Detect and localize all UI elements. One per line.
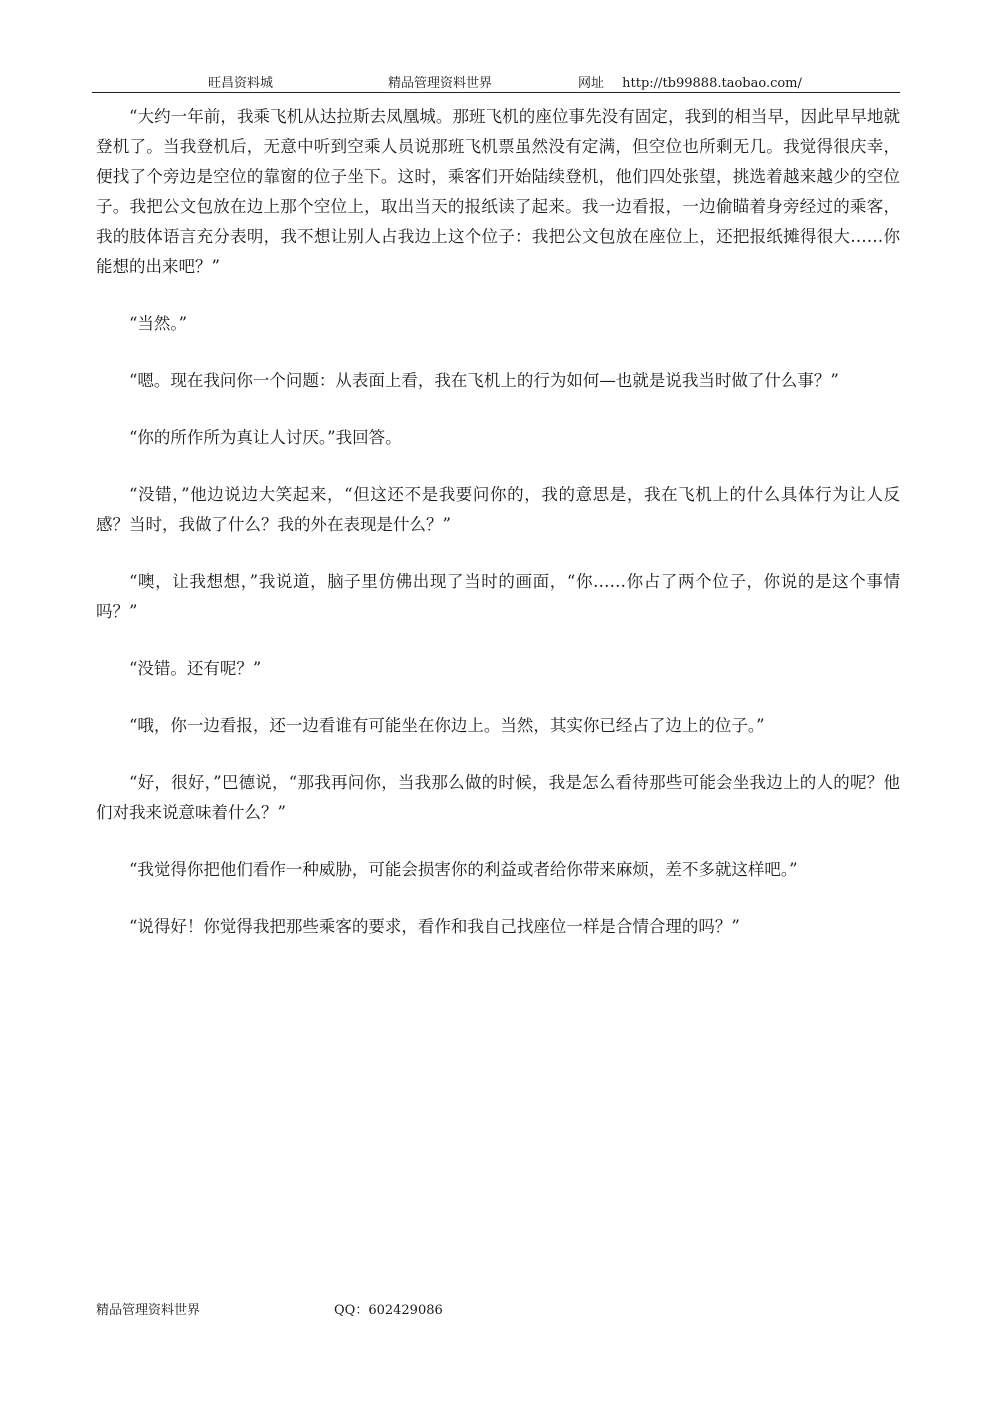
footer-qq: QQ：602429086 [334,1303,443,1318]
paragraph: “当然。” [129,314,188,333]
header-url-link[interactable]: http://tb99888.taobao.com/ [622,76,802,91]
header-site-name: 旺昌资料城 [208,76,274,91]
paragraph: “你的所作所为真让人讨厌。”我回答。 [129,428,402,447]
paragraph: “好，很好，”巴德说，“那我再问你，当我那么做的时候，我是怎么看待那些可能会坐我边上的人的呢？他们对我来说意味着什么？” [96,773,900,822]
page-footer [96,1299,443,1318]
document-body [96,102,900,969]
paragraph: “噢，让我想想，”我说道，脑子里仿佛出现了当时的画面，“你……你占了两个位子，你说的是这个事情吗？” [96,572,900,621]
header-subtitle: 精品管理资料世界 [388,76,493,91]
paragraph: “没错。还有呢？” [129,659,262,678]
paragraph: “大约一年前，我乘飞机从达拉斯去凤凰城。那班飞机的座位事先没有固定，我到的相当早，因此早早地就登机了。当我登机后，无意中听到空乘人员说那班飞机票虽然没有定满，但空位也所剩无几。我觉得很庆幸，便找了个旁边是空位的靠窗的位子坐下。这时，乘客们开始陆续登机，他们四处张望，挑选着越来越少的空位子。我把公文包放在边上那个空位上，取出当天的报纸读了起来。我一边看报，一边偷瞄着身旁经过的乘客，我的肢体语言充分表明，我不想让别人占我边上这个位子：我把公文包放在座位上，还把报纸摊得很大……你能想的出来吧？” [96,107,900,276]
paragraph: “嗯。现在我问你一个问题：从表面上看，我在飞机上的行为如何—也就是说我当时做了什么事？” [129,371,839,390]
page-header [92,70,900,93]
paragraph: “没错，”他边说边大笑起来，“但这还不是我要问你的，我的意思是，我在飞机上的什么具体行为让人反感？当时，我做了什么？我的外在表现是什么？” [96,485,900,534]
header-url-block [578,72,802,91]
paragraph: “我觉得你把他们看作一种威胁，可能会损害你的利益或者给你带来麻烦，差不多就这样吧。” [129,860,798,879]
paragraph: “说得好！你觉得我把那些乘客的要求，看作和我自己找座位一样是合情合理的吗？” [129,917,740,936]
paragraph: “哦，你一边看报，还一边看谁有可能坐在你边上。当然，其实你已经占了边上的位子。” [129,716,765,735]
footer-site-name: 精品管理资料世界 [96,1303,201,1318]
header-url-label: 网址 [578,76,605,91]
